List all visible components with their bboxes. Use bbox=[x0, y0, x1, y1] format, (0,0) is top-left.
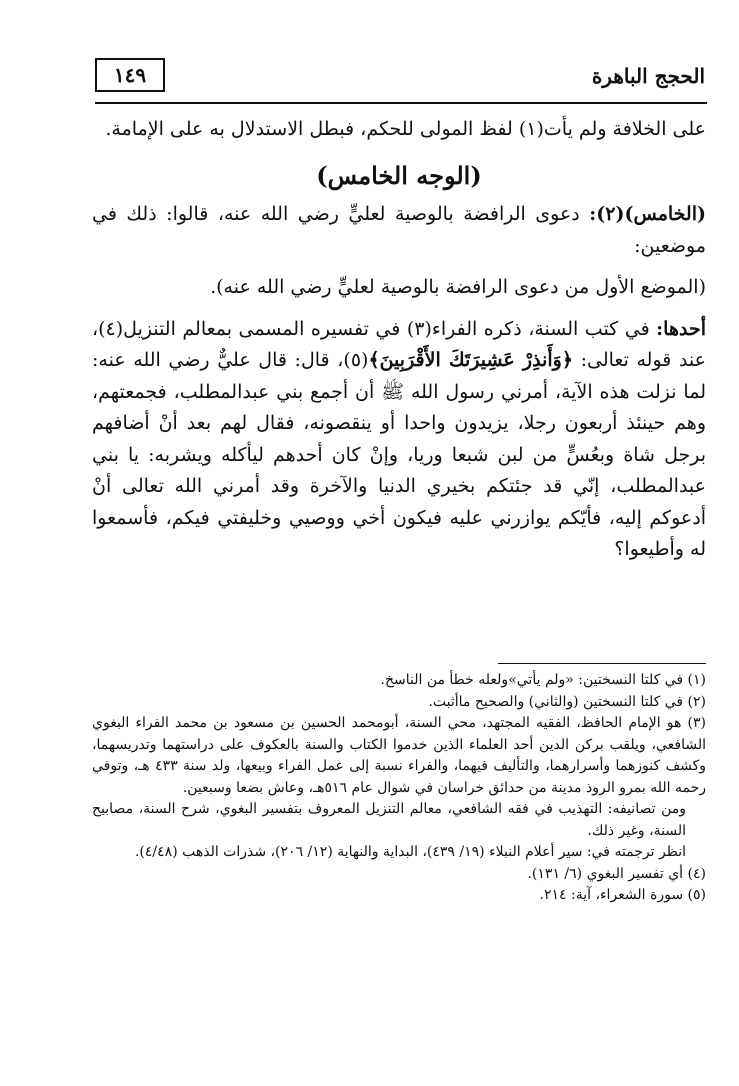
footnote-4: (٤) أي تفسير البغوي (٦/ ١٣١). bbox=[527, 865, 706, 882]
paragraph-2 bbox=[92, 199, 706, 262]
paragraph-4-lead: أحدها: bbox=[656, 317, 706, 340]
section-heading: (الوجه الخامس) bbox=[316, 160, 482, 190]
footnotes bbox=[92, 670, 706, 907]
quran-verse: ﴿وَأَنذِرْ عَشِيرَتَكَ الأَقْرَبِينَ﴾ bbox=[368, 349, 573, 371]
footnote-5: (٥) سورة الشعراء، آية: ٢١٤. bbox=[539, 887, 706, 903]
header-divider bbox=[95, 102, 707, 104]
paragraph-3: (الموضع الأول من دعوى الرافضة بالوصية لعليٍّ رضي الله عنه). bbox=[210, 276, 706, 298]
paragraph-2-text: دعوى الرافضة بالوصية لعليٍّ رضي الله عنه، قالوا: ذلك في موضعين: bbox=[92, 203, 706, 257]
paragraph-4 bbox=[92, 314, 706, 566]
paragraph-1: على الخلافة ولم يأت(١) لفظ المولى للحكم، فبطل الاستدلال به على الإمامة. bbox=[105, 118, 706, 140]
footnote-2: (٢) في كلتا النسختين (والثاني) والصحيح ماأثبت. bbox=[428, 693, 706, 710]
footnote-3-works: ومن تصانيفه: التهذيب في فقه الشافعي، معالم التنزيل المعروف بتفسير البغوي، شرح السنة، مصابيح السنة، وغير ذلك. bbox=[92, 801, 686, 839]
page-number-box bbox=[95, 58, 165, 92]
paragraph-4-text-a: في كتب السنة، ذكره الفراء(٣) في تفسيره المسمى بمعالم التنزيل(٤)، عند قوله تعالى: bbox=[92, 317, 707, 371]
page-header bbox=[95, 58, 705, 104]
footnote-1: (١) في كلتا النسختين: «ولم يأتي»ولعله خطأ من الناسخ. bbox=[380, 672, 706, 688]
main-text bbox=[92, 114, 706, 566]
footnote-divider bbox=[498, 663, 706, 664]
running-title: الحجج الباهرة bbox=[591, 64, 705, 88]
paragraph-2-lead: (الخامس)(٢): bbox=[589, 203, 706, 225]
footnote-3: (٣) هو الإمام الحافظ، الفقيه المجتهد، محي السنة، أبومحمد الحسين بن مسعود بن محمد الفراء البغوي الشافعي، ويلقب بركن الدين أحد العلماء الذين خدموا الكتاب والسنة بالعكوف على دراستهما وتدريسهما، وكشف كنوزهما وأسرارهما، والتأليف فيهما، والفراء نسبة إلى عمل الفراء وبيعها، ولد سنة ٤٣٣ هـ، وتوفي رحمه الله بمرو الروذ مدينة من حدائق خراسان في شوال عام ٥١٦هـ، وعاش بضعا وسبعين. bbox=[92, 715, 706, 796]
paragraph-4-text-b: (٥)، قال: قال عليٌّ رضي الله عنه: لما نزلت هذه الآية، أمرني رسول الله ﷺ أن أجمع بني عبدالمطلب، فجمعتهم، وهم حينئذ أربعون رجلا، يزيدون واحدا أو ينقصونه، فقال لهم بعد أنْ أضافهم برجل شاة وبعُسٍّ من لبن شبعا وريا، وإنْ كان أحدهم ليأكله ويشربه: يا بني عبدالمطلب، إنّي قد جئتكم بخيري الدنيا والآخرة وقد أمرني الله تعالى أنْ أدعوكم إليه، فأيّكم يوازرني عليه فيكون أخي ووصيي وخليفتي فيكم، فأسمعوا له وأطيعوا؟ bbox=[92, 349, 706, 560]
page-number: ١٤٩ bbox=[113, 63, 147, 87]
footnote-3-references: انظر ترجمته في: سير أعلام النبلاء (١٩/ ٤٣٩)، البداية والنهاية (١٢/ ٢٠٦)، شذرات الذهب (٤/٤٨). bbox=[134, 844, 686, 860]
